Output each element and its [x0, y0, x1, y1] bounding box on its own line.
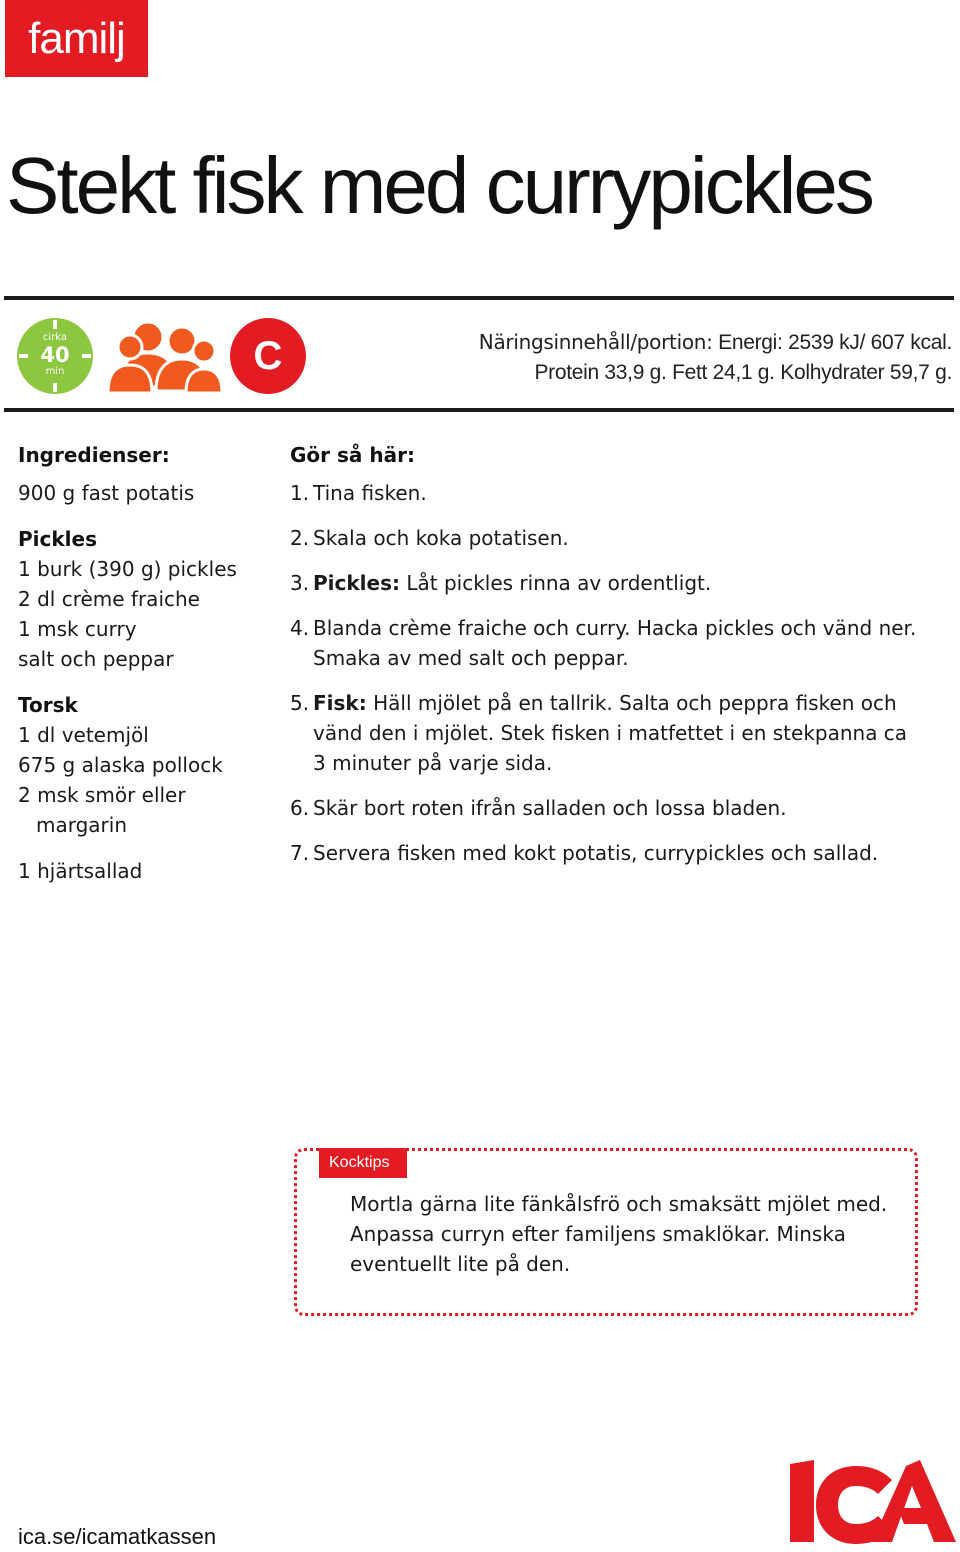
step-item [290, 568, 920, 598]
step-number: 7. [290, 841, 310, 865]
chef-tips-box [294, 1148, 918, 1316]
step-label: Pickles: [313, 571, 400, 595]
step-text: Låt pickles rinna av ordentligt. [406, 571, 712, 595]
ingredient-group-pickles [18, 524, 268, 674]
step-number: 4. [290, 616, 310, 640]
step-number: 3. [290, 571, 310, 595]
step-text: Skär bort roten ifrån salladen och lossa bladen. [313, 796, 787, 820]
steps-heading: Gör så här: [290, 443, 415, 467]
ingredient: 900 g fast potatis [18, 481, 195, 505]
chef-tips-label: Kocktips [319, 1148, 407, 1178]
step-label: Fisk: [313, 691, 367, 715]
ingredient-group [18, 478, 268, 508]
step-item [290, 613, 920, 673]
step-text: Servera fisken med kokt potatis, currypickles och sallad. [313, 841, 879, 865]
people-icon [106, 315, 224, 395]
ingredient: 2 dl crème fraiche [18, 587, 200, 611]
footer-url[interactable]: ica.se/icamatkassen [18, 1524, 217, 1549]
ingredient-group-title: Pickles [18, 527, 97, 551]
nutrition-label: Näringsinnehåll/portion: [478, 330, 713, 354]
step-item [290, 523, 920, 553]
difficulty-badge: C [230, 318, 306, 394]
ingredient: salt och peppar [18, 647, 174, 671]
time-prefix: cirka [42, 332, 68, 343]
step-number: 6. [290, 796, 310, 820]
step-text: Skala och koka potatisen. [313, 526, 569, 550]
steps-column [290, 440, 920, 868]
chef-tips-text: Mortla gärna lite fänkålsfrö och smaksätt mjölet med. Anpassa curryn efter familjens smaklökar. Minska eventuellt lite på den. [350, 1192, 888, 1276]
time-badge [17, 318, 93, 394]
category-tag: familj [5, 0, 148, 77]
nutrition-macros: Protein 33,9 g. Fett 24,1 g. Kolhydrater 59,7 g. [534, 361, 952, 384]
time-value: 40 [40, 343, 70, 367]
ingredient: 1 hjärtsallad [18, 859, 143, 883]
step-item [290, 478, 920, 508]
ingredient-group-torsk [18, 690, 268, 840]
recipe-title: Stekt fisk med currypickles [6, 141, 872, 230]
nutrition-info [479, 327, 952, 388]
ingredient: 1 msk curry [18, 617, 137, 641]
step-text: Häll mjölet på en tallrik. Salta och peppra fisken och vänd den i mjölet. Stek fisken i matfettet i en stekpanna ca 3 minuter på varje sida. [313, 691, 908, 775]
ingredient-group [18, 856, 268, 886]
ingredient: 1 dl vetemjöl [18, 723, 149, 747]
step-text: Blanda crème fraiche och curry. Hacka pickles och vänd ner. Smaka av med salt och peppar. [313, 616, 917, 670]
step-number: 5. [290, 691, 310, 715]
ingredient: margarin [36, 813, 128, 837]
ingredient: 675 g alaska pollock [18, 753, 223, 777]
step-text: Tina fisken. [313, 481, 427, 505]
header-divider [4, 296, 954, 300]
ingredient: 2 msk smör eller [18, 783, 186, 807]
time-unit: min [45, 366, 65, 377]
step-item [290, 688, 920, 778]
info-divider [4, 408, 954, 412]
ingredients-column [18, 440, 268, 886]
ica-logo [788, 1458, 958, 1544]
nutrition-energy: Energi: 2539 kJ/ 607 kcal. [718, 331, 952, 354]
step-number: 2. [290, 526, 310, 550]
ingredient-group-title: Torsk [18, 693, 78, 717]
step-item [290, 838, 920, 868]
step-item [290, 793, 920, 823]
step-number: 1. [290, 481, 310, 505]
ingredient: 1 burk (390 g) pickles [18, 557, 237, 581]
ingredients-heading: Ingredienser: [18, 443, 170, 467]
